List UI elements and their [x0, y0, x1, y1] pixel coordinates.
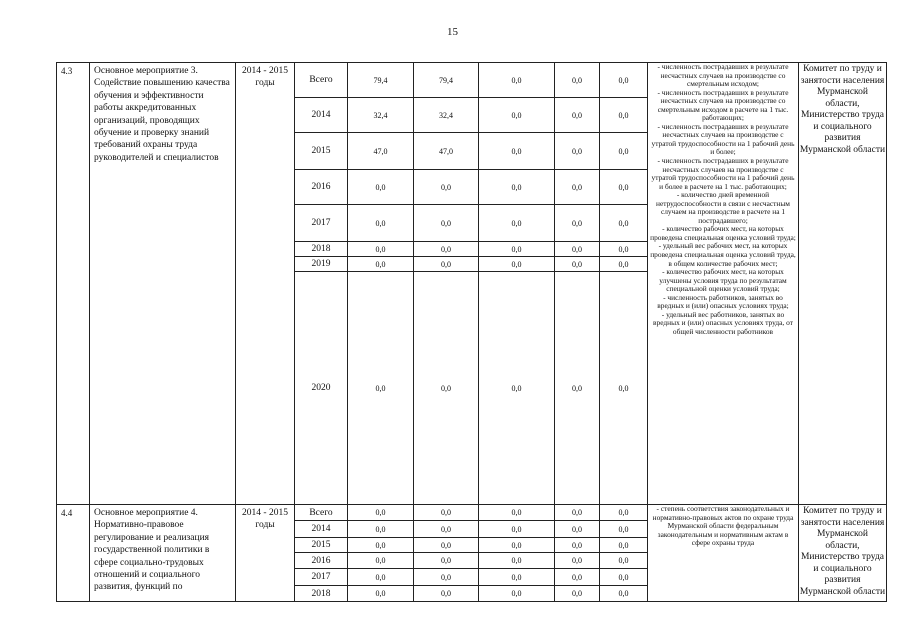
value-cell: 0,0: [348, 170, 414, 205]
value-cell: 0,0: [479, 98, 555, 133]
year-cell: 2014: [295, 98, 348, 133]
indicator-item: - количество рабочих мест, на которых проведена специальная оценка условий труда;: [650, 224, 796, 242]
year-cell: 2017: [295, 569, 348, 586]
measure-name: Основное мероприятие 3. Содействие повышению качества обучения и эффективности работы аккредитованных организаций, проводящих обучение и проверку знаний требований охраны труда руководителей и специалистов: [90, 63, 236, 505]
value-cell: 0,0: [600, 98, 648, 133]
year-cell: 2018: [295, 586, 348, 602]
value-cell: 0,0: [600, 63, 648, 98]
value-cell: 0,0: [555, 242, 600, 257]
value-cell: 0,0: [479, 586, 555, 602]
value-cell: 0,0: [348, 553, 414, 569]
value-cell: 0,0: [600, 242, 648, 257]
indicator-item: - численность пострадавших в результате несчастных случаев на производстве с утратой трудоспособности на 1 рабочий день и более в расчете на 1 тыс. работающих;: [651, 156, 795, 191]
value-cell: 0,0: [348, 538, 414, 553]
value-cell: 0,0: [348, 569, 414, 586]
value-cell: 0,0: [600, 569, 648, 586]
indicator-item: - удельный вес работников, занятых во вредных и (или) опасных условиях труда, от общей численности работников: [653, 309, 793, 336]
page-number: 15: [447, 26, 458, 38]
value-cell: 79,4: [414, 63, 479, 98]
value-cell: 0,0: [348, 521, 414, 538]
year-cell: 2017: [295, 205, 348, 242]
value-cell: 0,0: [600, 205, 648, 242]
value-cell: 0,0: [600, 505, 648, 521]
value-cell: 0,0: [479, 242, 555, 257]
value-cell: 0,0: [600, 538, 648, 553]
value-cell: 0,0: [555, 569, 600, 586]
indicator-item: - численность работников, занятых во вредных и (или) опасных условиях труда;: [657, 292, 789, 311]
value-cell: 0,0: [555, 170, 600, 205]
value-cell: 0,0: [479, 553, 555, 569]
value-cell: 0,0: [348, 505, 414, 521]
value-cell: 0,0: [414, 569, 479, 586]
value-cell: 0,0: [555, 205, 600, 242]
year-cell: 2015: [295, 133, 348, 170]
program-table: [56, 62, 887, 602]
value-cell: 0,0: [479, 205, 555, 242]
indicators-cell: [648, 505, 799, 602]
value-cell: 0,0: [348, 205, 414, 242]
executor-cell: Комитет по труду и занятости населения Мурманской области, Министерство труда и социального развития Мурманской области: [799, 505, 887, 602]
value-cell: 0,0: [479, 133, 555, 170]
value-cell: 0,0: [600, 521, 648, 538]
value-cell: 0,0: [479, 257, 555, 272]
value-cell: 0,0: [555, 272, 600, 505]
measure-number: 4.3: [57, 63, 90, 505]
year-cell: 2016: [295, 553, 348, 569]
indicator-item: - численность пострадавших в результате несчастных случаев на производстве с утратой трудоспособности на 1 рабочий день и более;: [651, 121, 795, 157]
value-cell: 0,0: [348, 272, 414, 505]
year-cell: Всего: [295, 505, 348, 521]
value-cell: 0,0: [348, 586, 414, 602]
measure-number: 4.4: [57, 505, 90, 602]
value-cell: 0,0: [555, 538, 600, 553]
value-cell: 47,0: [414, 133, 479, 170]
year-cell: 2019: [295, 257, 348, 272]
value-cell: 0,0: [348, 242, 414, 257]
value-cell: 0,0: [414, 521, 479, 538]
value-cell: 0,0: [414, 553, 479, 569]
measure-name: Основное мероприятие 4. Нормативно-правовое регулирование и реализация государственной политики в сфере социально-трудовых отношений и социального развития, функций по: [90, 505, 236, 602]
year-cell: 2018: [295, 242, 348, 257]
year-cell: 2014: [295, 521, 348, 538]
value-cell: 0,0: [555, 553, 600, 569]
value-cell: 0,0: [600, 586, 648, 602]
indicator-item: - степень соответствия законодательных и нормативно-правовых актов по охране труда Мурманской области федеральным законодательным и нормативным актам в сфере охраны труда: [652, 504, 794, 548]
value-cell: 0,0: [555, 98, 600, 133]
value-cell: 0,0: [600, 133, 648, 170]
value-cell: 32,4: [414, 98, 479, 133]
value-cell: 0,0: [479, 538, 555, 553]
measure-period: 2014 - 2015 годы: [236, 63, 295, 505]
table-row: [57, 63, 887, 98]
value-cell: 0,0: [414, 257, 479, 272]
indicators-cell: [648, 63, 799, 505]
indicator-item: - численность пострадавших в результате несчастных случаев на производстве со смертельным исходом в расчете на 1 тыс. работающих;: [657, 87, 789, 123]
year-cell: 2016: [295, 170, 348, 205]
executor-cell: Комитет по труду и занятости населения Мурманской области, Министерство труда и социального развития Мурманской области: [799, 63, 887, 505]
value-cell: 0,0: [414, 505, 479, 521]
indicator-item: - удельный вес рабочих мест, на которых проведена специальная оценка условий труда, в общем количестве рабочих мест;: [650, 241, 796, 268]
year-cell: Всего: [295, 63, 348, 98]
value-cell: 0,0: [479, 272, 555, 505]
value-cell: 0,0: [414, 538, 479, 553]
value-cell: 0,0: [479, 170, 555, 205]
value-cell: 0,0: [555, 257, 600, 272]
value-cell: 0,0: [555, 586, 600, 602]
indicator-item: - численность пострадавших в результате несчастных случаев на производстве со смертельным исходом;: [657, 62, 789, 89]
value-cell: 0,0: [555, 521, 600, 538]
value-cell: 0,0: [555, 133, 600, 170]
value-cell: 79,4: [348, 63, 414, 98]
value-cell: 0,0: [479, 505, 555, 521]
value-cell: 0,0: [600, 272, 648, 505]
value-cell: 0,0: [479, 63, 555, 98]
value-cell: 0,0: [600, 170, 648, 205]
value-cell: 0,0: [479, 521, 555, 538]
year-cell: 2020: [295, 272, 348, 505]
value-cell: 0,0: [600, 257, 648, 272]
value-cell: 0,0: [414, 242, 479, 257]
indicator-item: - количество рабочих мест, на которых улучшены условия труда по результатам специальной оценки условий труда;: [659, 267, 787, 294]
table-row: [57, 505, 887, 521]
value-cell: 0,0: [414, 170, 479, 205]
value-cell: 47,0: [348, 133, 414, 170]
value-cell: 0,0: [348, 257, 414, 272]
year-cell: 2015: [295, 538, 348, 553]
indicator-item: - количество дней временной нетрудоспособности в связи с несчастным случаем на производстве в расчете на 1 пострадавшего;: [656, 190, 790, 225]
value-cell: 0,0: [479, 569, 555, 586]
table-body: [57, 63, 887, 602]
value-cell: 0,0: [600, 553, 648, 569]
value-cell: 32,4: [348, 98, 414, 133]
measure-period: 2014 - 2015 годы: [236, 505, 295, 602]
value-cell: 0,0: [414, 205, 479, 242]
value-cell: 0,0: [414, 272, 479, 505]
value-cell: 0,0: [414, 586, 479, 602]
value-cell: 0,0: [555, 63, 600, 98]
value-cell: 0,0: [555, 505, 600, 521]
